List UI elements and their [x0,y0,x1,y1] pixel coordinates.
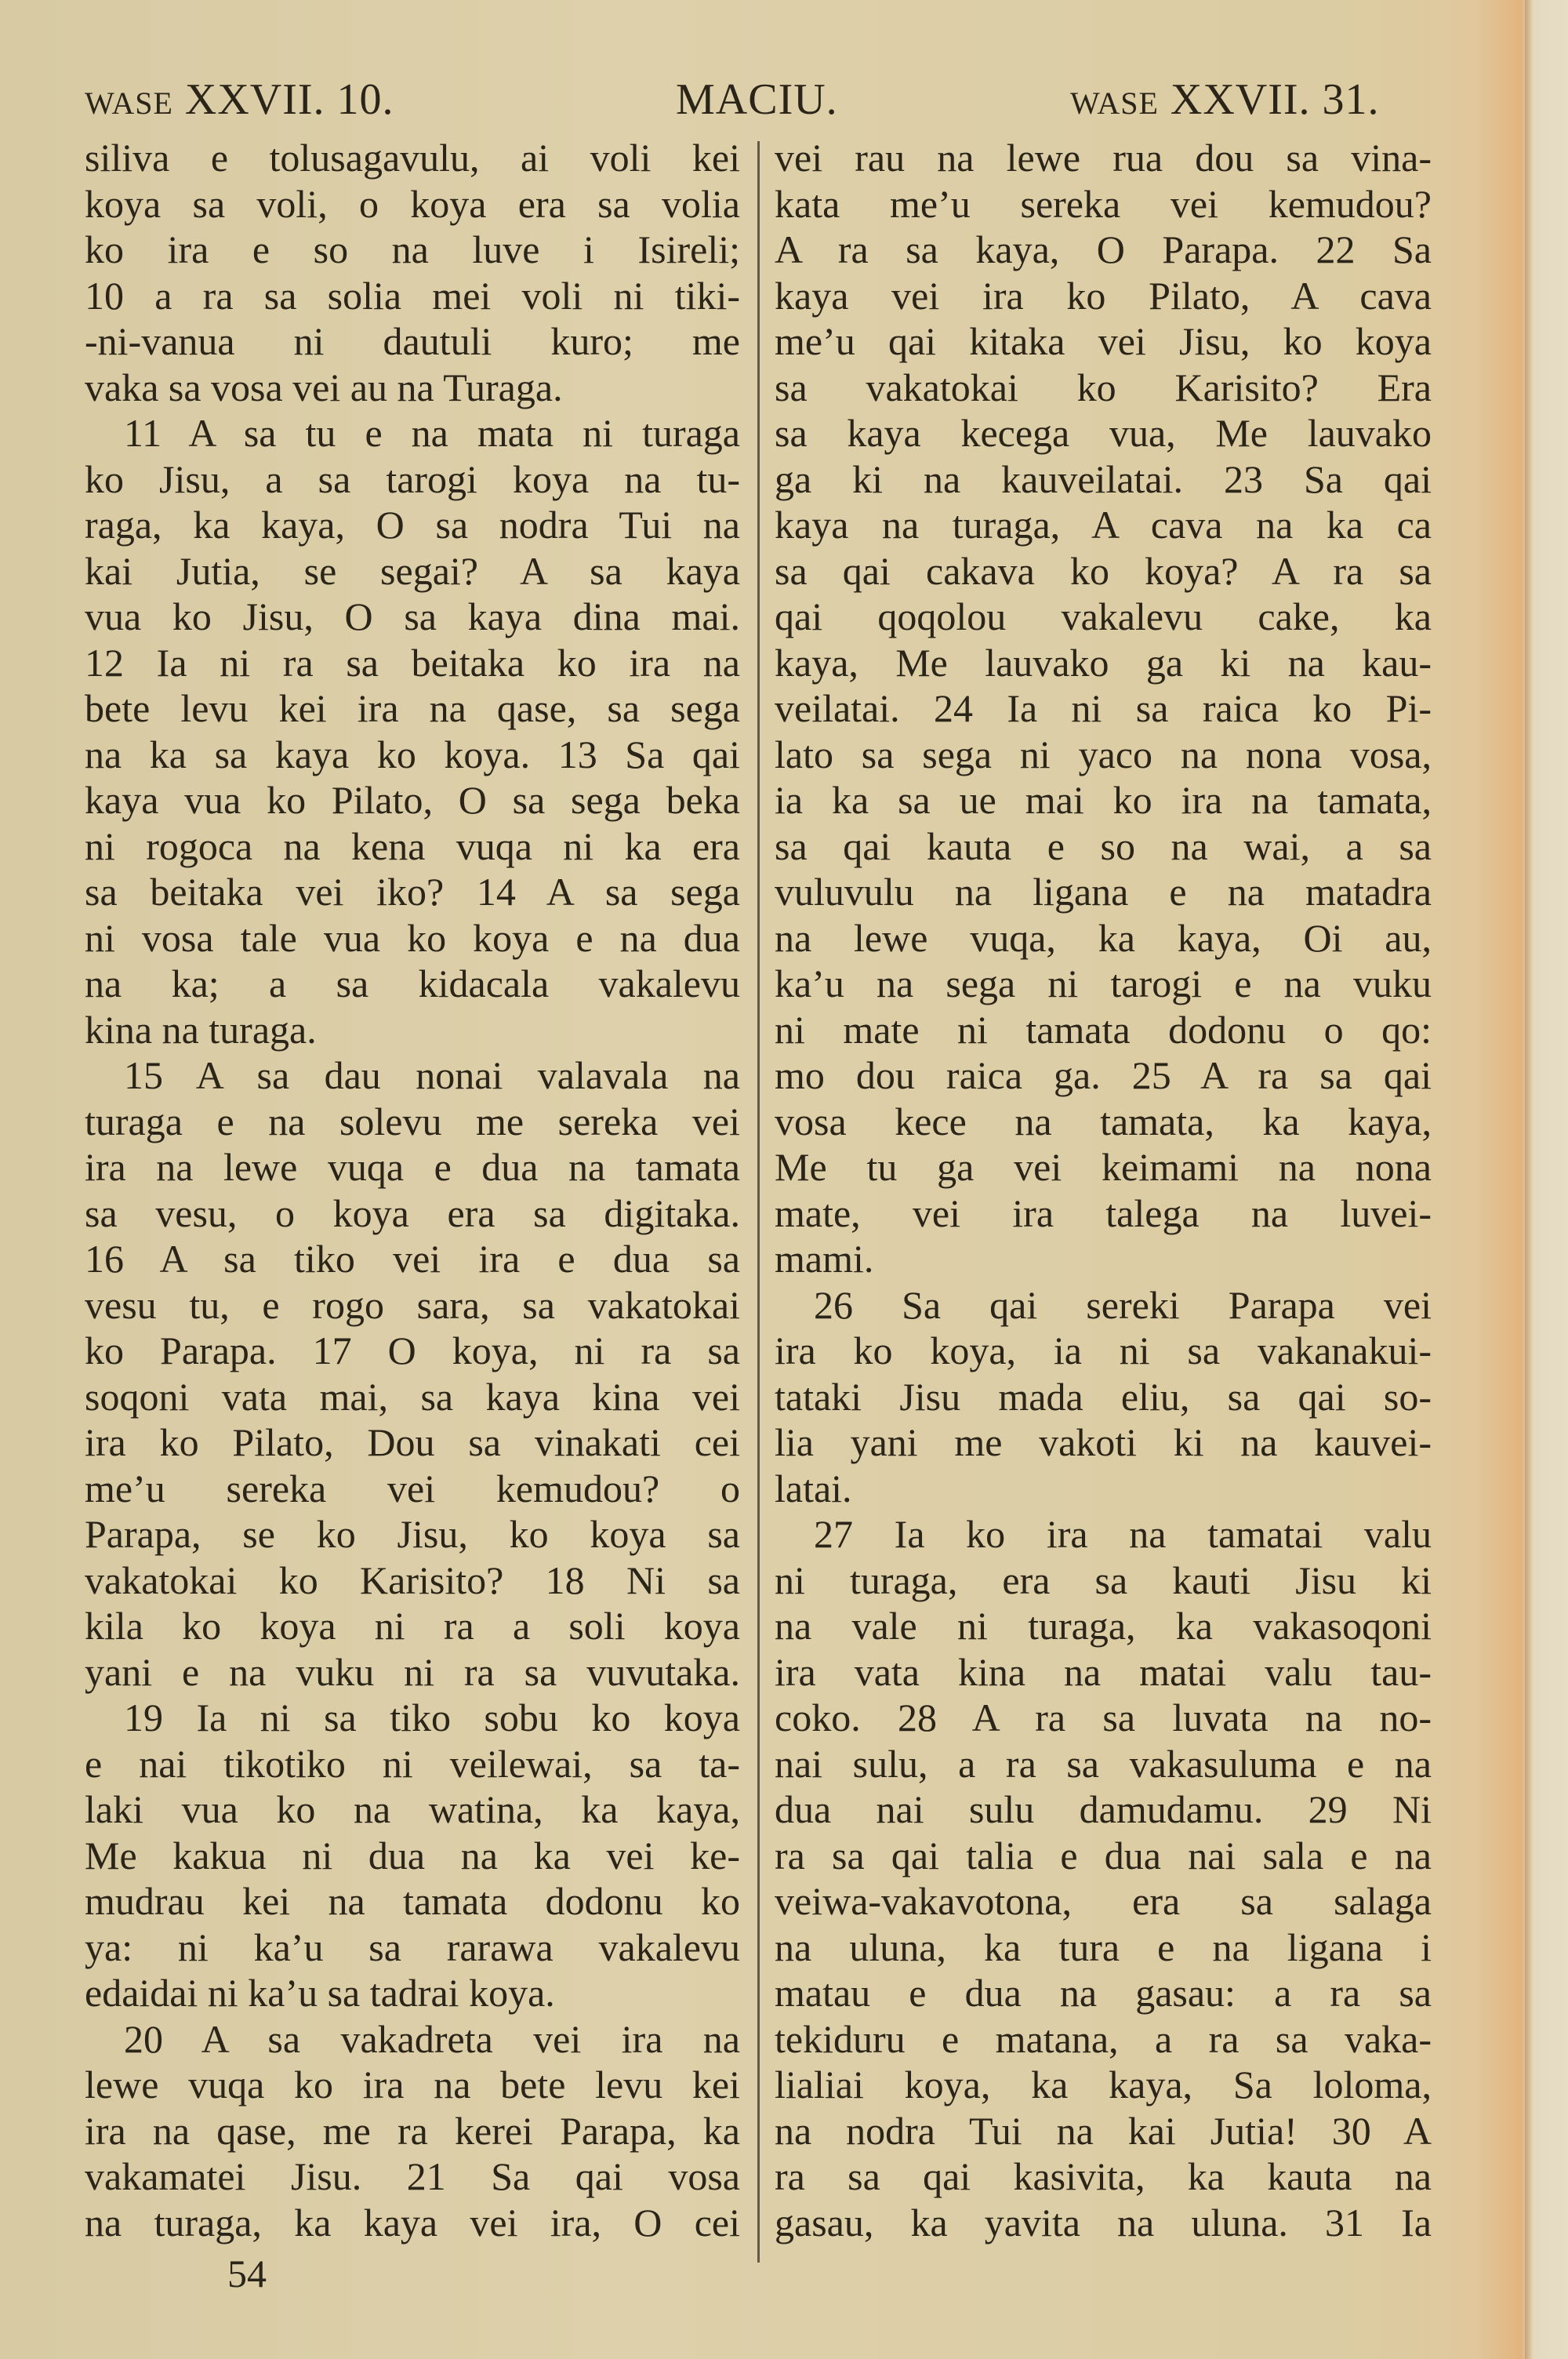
text-line: na uluna, ka tura e na ligana i [775,1925,1432,1969]
right-text-column [775,135,1432,2245]
running-head-left-ref: XXVII. 10. [184,75,394,124]
text-line: turaga e na solevu me sereka vei [85,1099,740,1143]
text-line: veiwa-vakavotona, era sa salaga [775,1879,1432,1923]
text-line: kila ko koya ni ra a soli koya [85,1604,740,1648]
text-line: qai qoqolou vakalevu cake, ka [775,594,1432,638]
running-head-right-ref: XXVII. 31. [1170,75,1380,124]
text-line: latai. [775,1466,852,1510]
text-line: lato sa sega ni yaco na nona vosa, [775,732,1432,776]
text-line: sa beitaka vei iko? 14 A sa sega [85,870,740,914]
text-line: ira na qase, me ra kerei Parapa, ka [85,2108,740,2153]
text-line: ko Parapa. 17 O koya, ni ra sa [85,1329,740,1372]
text-line: -ni-vanua ni dautuli kuro; me [85,319,740,363]
text-line: 11 A sa tu e na mata ni turaga [124,411,740,455]
text-line: mudrau kei na tamata dodonu ko [85,1879,740,1923]
text-line: nai sulu, a ra sa vakasuluma e na [775,1741,1432,1786]
text-line: na ka sa kaya ko koya. 13 Sa qai [85,732,740,776]
text-line: ni rogoca na kena vuqa ni ka era [85,823,740,868]
text-line: raga, ka kaya, O sa nodra Tui na [85,503,740,547]
adjacent-page-edge [1525,0,1568,2359]
text-line: koya sa voli, o koya era sa volia [85,181,740,226]
text-line: edaidai ni ka’u sa tadrai koya. [85,1971,555,2015]
text-line: ira ko Pilato, Dou sa vinakati cei [85,1420,740,1464]
text-line: Parapa, se ko Jisu, ko koya sa [85,1512,740,1556]
text-line: kaya, Me lauvako ga ki na kau- [775,640,1432,685]
text-line: ira vata kina na matai valu tau- [775,1649,1432,1694]
text-line: sa vakatokai ko Karisito? Era [775,365,1432,409]
text-line: vuluvulu na ligana e na matadra [775,870,1432,914]
text-line: vei rau na lewe rua dou sa vina- [775,136,1432,180]
text-line: na lewe vuqa, ka kaya, Oi au, [775,915,1432,960]
text-line: 27 Ia ko ira na tamatai valu [814,1512,1432,1556]
text-line: coko. 28 A ra sa luvata na no- [775,1696,1432,1739]
text-line: kaya na turaga, A cava na ka ca [775,503,1432,547]
text-line: lia yani me vakoti ki na kauvei- [775,1420,1432,1464]
text-line: lialiai koya, ka kaya, Sa loloma, [775,2063,1432,2106]
text-line: ko Jisu, a sa tarogi koya na tu- [85,456,740,501]
running-head-left-word: WASE [85,85,173,121]
text-line: sa kaya kecega vua, Me lauvako [775,411,1432,455]
text-line: 12 Ia ni ra sa beitaka ko ira na [85,640,740,685]
page-number: 54 [227,2252,267,2295]
text-line: gasau, ka yavita na uluna. 31 Ia [775,2200,1432,2245]
text-line: mo dou raica ga. 25 A ra sa qai [775,1053,1432,1097]
text-line: kaya vei ira ko Pilato, A cava [775,273,1432,318]
text-line: lewe vuqa ko ira na bete levu kei [85,2063,740,2106]
text-line: ira na lewe vuqa e dua na tamata [85,1145,740,1189]
text-line: siliva e tolusagavulu, ai voli kei [85,136,740,180]
text-line: sa qai kauta e so na wai, a sa [775,823,1432,868]
text-line: 10 a ra sa solia mei voli ni tiki- [85,273,740,318]
text-line: vesu tu, e rogo sara, sa vakatokai [85,1282,740,1327]
text-line: ra sa qai talia e dua nai sala e na [775,1833,1432,1877]
text-line: tataki Jisu mada eliu, sa qai so- [775,1374,1432,1419]
text-line: ka’u na sega ni tarogi e na vuku [775,961,1432,1005]
text-line: A ra sa kaya, O Parapa. 22 Sa [775,227,1432,271]
text-line: bete levu kei ira na qase, sa sega [85,686,740,730]
text-line: kai Jutia, se segai? A sa kaya [85,548,740,593]
text-line: ya: ni ka’u sa rarawa vakalevu [85,1925,740,1969]
text-line: ni turaga, era sa kauti Jisu ki [775,1558,1432,1602]
text-line: vakamatei Jisu. 21 Sa qai vosa [85,2154,740,2198]
text-line: vua ko Jisu, O sa kaya dina mai. [85,594,740,638]
text-line: kata me’u sereka vei kemudou? [775,181,1432,226]
text-line: 20 A sa vakadreta vei ira na [124,2016,740,2061]
text-line: soqoni vata mai, sa kaya kina vei [85,1374,740,1419]
text-line: 19 Ia ni sa tiko sobu ko koya [124,1696,740,1739]
text-line: dua nai sulu damudamu. 29 Ni [775,1787,1432,1831]
text-line: na vale ni turaga, ka vakasoqoni [775,1604,1432,1648]
text-line: ni vosa tale vua ko koya e na dua [85,915,740,960]
text-line: laki vua ko na watina, ka kaya, [85,1787,740,1831]
running-head-right-word: WASE [1070,85,1159,121]
text-line: mami. [775,1237,874,1281]
text-line: yani e na vuku ni ra sa vuvutaka. [85,1649,740,1694]
running-head-left [85,75,394,125]
text-line: kaya vua ko Pilato, O sa sega beka [85,778,740,822]
text-line: Me kakua ni dua na ka vei ke- [85,1833,740,1877]
column-divider [757,141,760,2263]
text-line: sa qai cakava ko koya? A ra sa [775,548,1432,593]
text-line: me’u qai kitaka vei Jisu, ko koya [775,319,1432,363]
text-line: na ka; a sa kidacala vakalevu [85,961,740,1005]
text-line: me’u sereka vei kemudou? o [85,1466,740,1510]
text-line: vakatokai ko Karisito? 18 Ni sa [85,1558,740,1602]
text-line: na nodra Tui na kai Jutia! 30 A [775,2108,1432,2153]
text-line: 15 A sa dau nonai valavala na [124,1053,740,1097]
text-line: 16 A sa tiko vei ira e dua sa [85,1237,740,1281]
text-line: ga ki na kauveilatai. 23 Sa qai [775,456,1432,501]
text-line: mate, vei ira talega na luvei- [775,1190,1432,1235]
text-line: 26 Sa qai sereki Parapa vei [814,1282,1432,1327]
text-line: Me tu ga vei keimami na nona [775,1145,1432,1189]
text-line: veilatai. 24 Ia ni sa raica ko Pi- [775,686,1432,730]
text-line: vaka sa vosa vei au na Turaga. [85,365,563,409]
running-head-right [1070,75,1380,125]
text-line: ia ka sa ue mai ko ira na tamata, [775,778,1432,822]
text-line: matau e dua na gasau: a ra sa [775,1971,1432,2015]
left-text-column [85,135,740,2245]
running-head-book-title: MACIU. [676,75,838,124]
text-line: tekiduru e matana, a ra sa vaka- [775,2016,1432,2061]
text-line: ko ira e so na luve i Isireli; [85,227,740,271]
text-line: ra sa qai kasivita, ka kauta na [775,2154,1432,2198]
text-line: e nai tikotiko ni veilewai, sa ta- [85,1741,740,1786]
text-line: ira ko koya, ia ni sa vakanakui- [775,1329,1432,1372]
text-line: ni mate ni tamata dodonu o qo: [775,1007,1432,1052]
text-line: sa vesu, o koya era sa digitaka. [85,1190,740,1235]
text-line: kina na turaga. [85,1007,317,1052]
text-line: vosa kece na tamata, ka kaya, [775,1099,1432,1143]
text-line: na turaga, ka kaya vei ira, O cei [85,2200,740,2245]
